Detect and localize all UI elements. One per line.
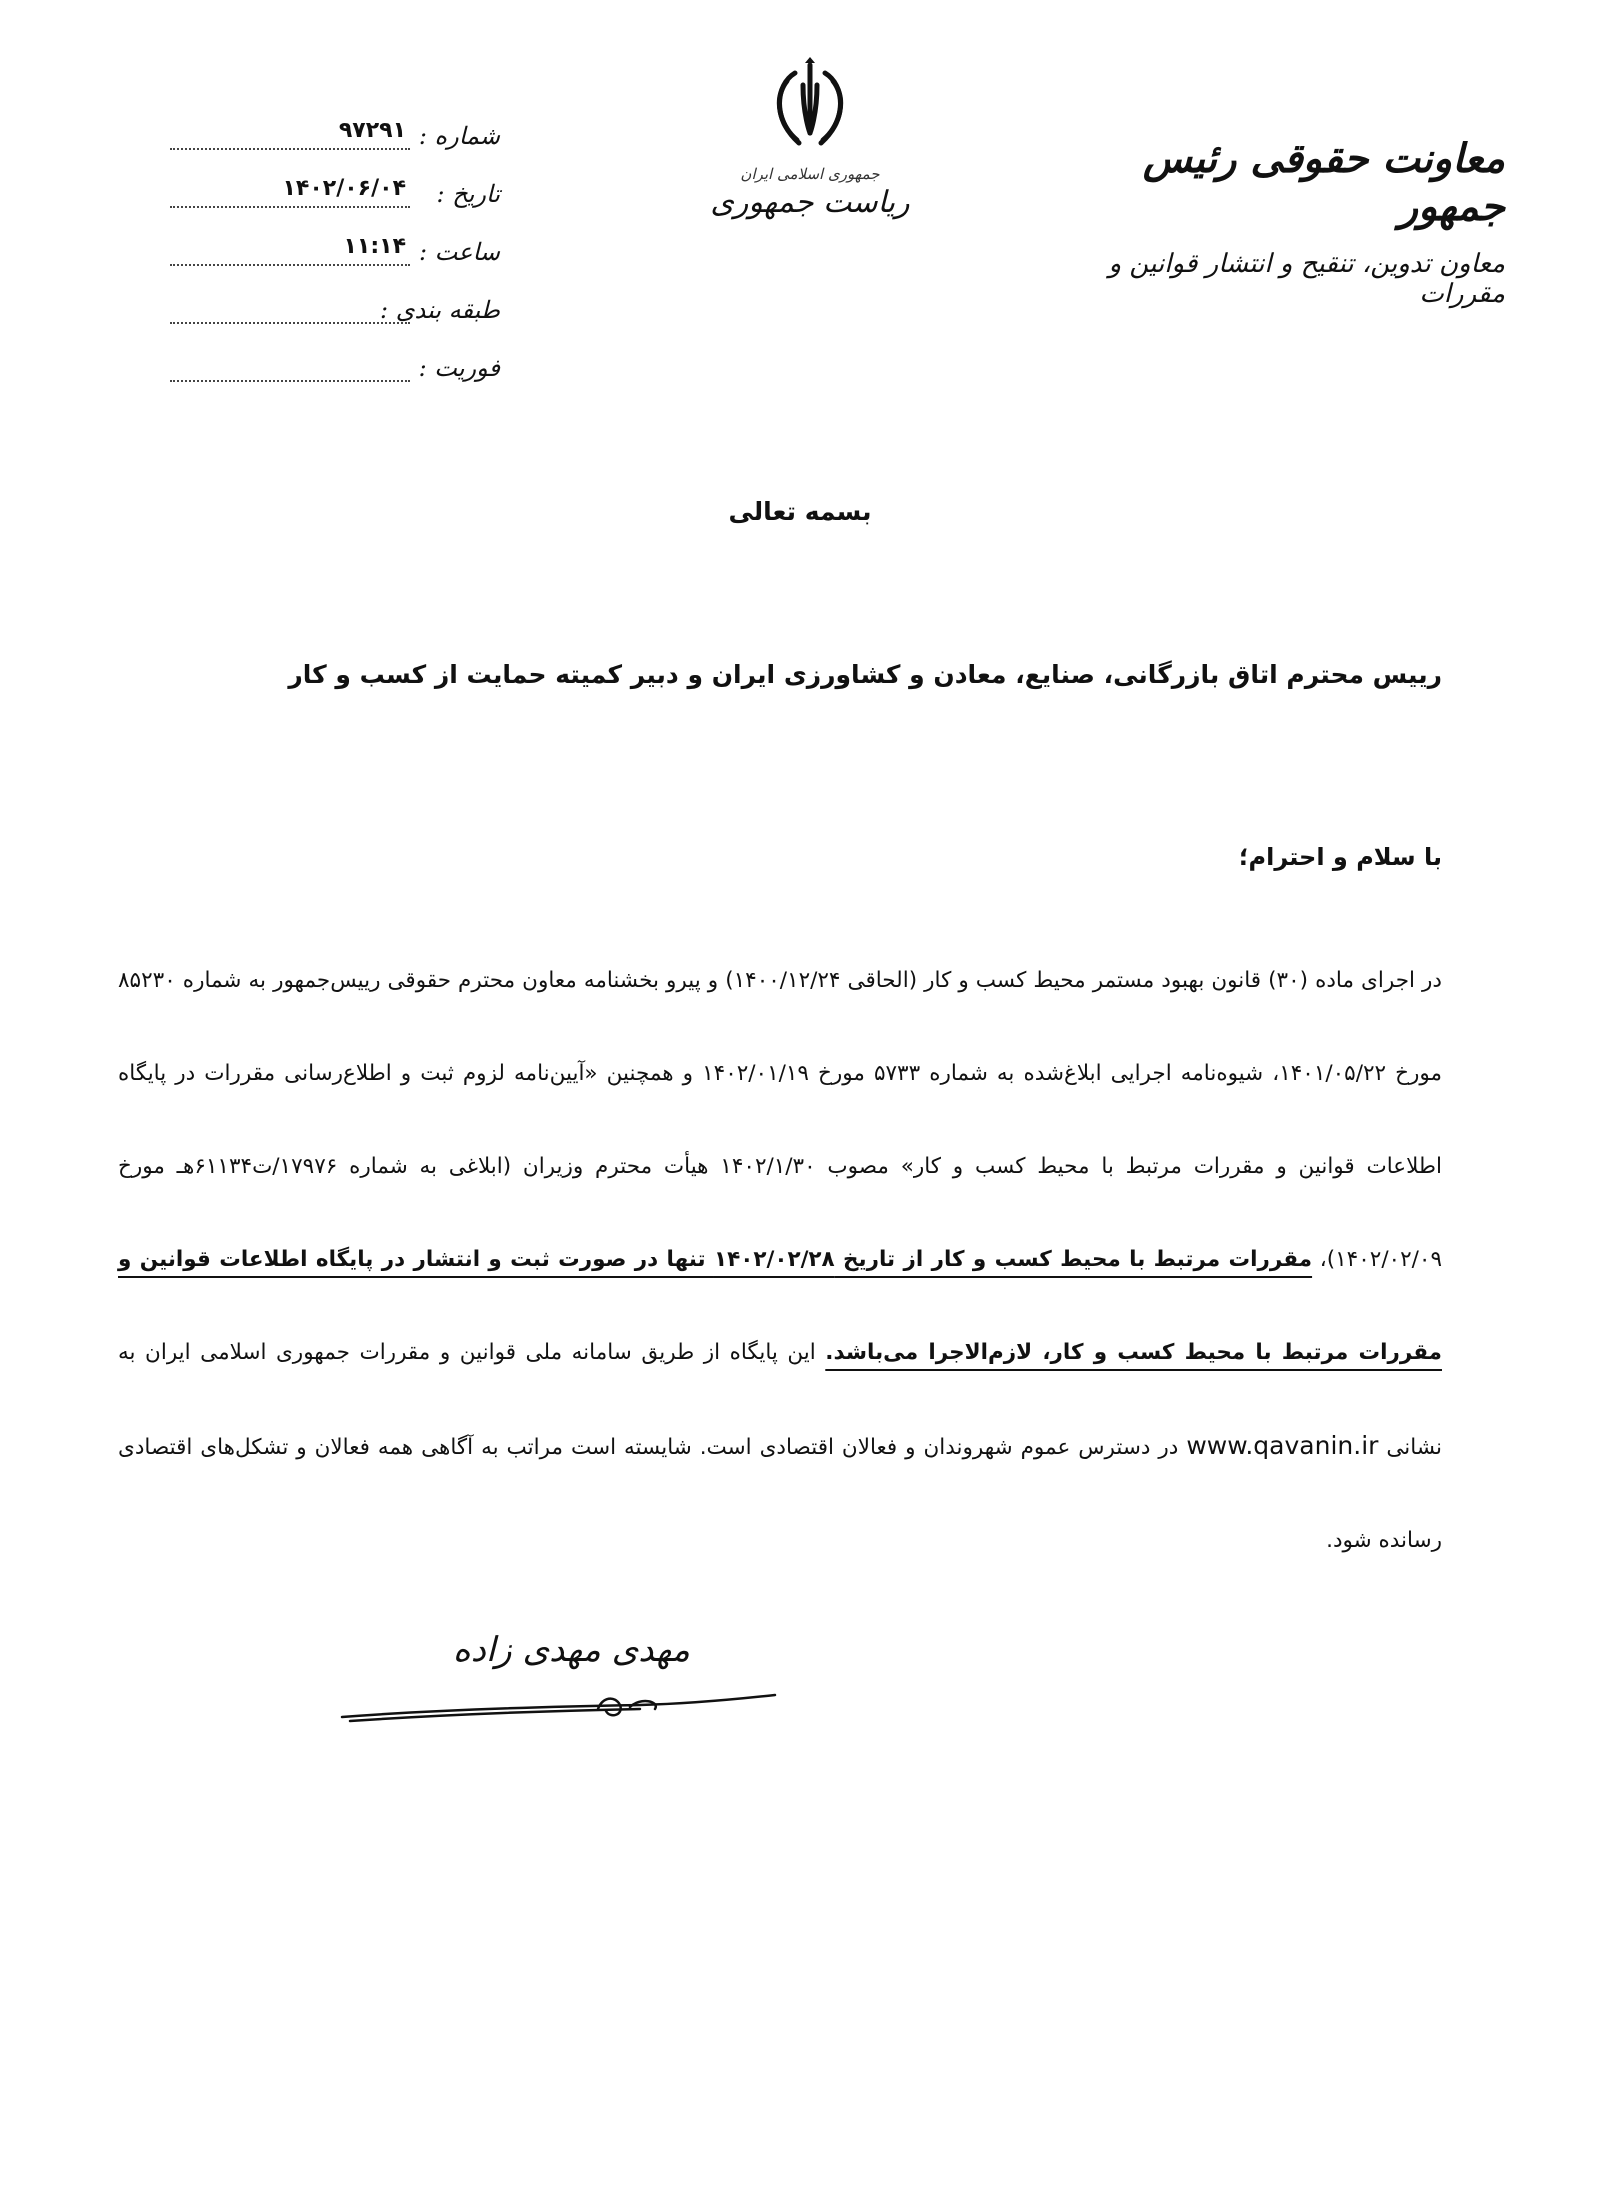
meta-number-label: شماره :: [418, 122, 500, 150]
meta-dotted-line: [170, 206, 410, 208]
meta-number-row: [170, 118, 500, 176]
signature-block: [340, 1630, 780, 1740]
meta-dotted-line: [170, 380, 410, 382]
meta-dotted-line: [170, 264, 410, 266]
body-text-part2: این پایگاه از طریق سامانه ملی قوانین و مقررات جمهوری اسلامی ایران به نشانی: [118, 1340, 1442, 1460]
letter-metadata: [170, 118, 500, 408]
meta-urgency-label: فوریت :: [418, 354, 500, 382]
meta-dotted-line: [170, 322, 410, 324]
meta-dotted-line: [170, 148, 410, 150]
meta-urgency-row: [170, 350, 500, 408]
signature-scribble-icon: [340, 1675, 780, 1735]
organization-subtitle: معاون تدوین، تنقیح و انتشار قوانین و مقررات: [1108, 249, 1505, 309]
meta-classification-label: طبقه بندی :: [380, 296, 500, 324]
invocation-heading: بسمه تعالی: [728, 497, 872, 526]
signatory-name: مهدی مهدی زاده: [452, 1630, 690, 1670]
emblem-caption-presidency: ریاست جمهوری: [710, 185, 910, 220]
emblem-block: [690, 55, 930, 220]
emblem-caption-country: جمهوری اسلامی ایران: [740, 165, 880, 183]
greeting: با سلام و احترام؛: [1238, 843, 1442, 871]
website-url: www.qavanin.ir: [1186, 1431, 1379, 1460]
meta-date-value: ۱۴۰۲/۰۶/۰۴: [282, 176, 406, 201]
meta-classification-row: [170, 292, 500, 350]
meta-number-value: ۹۷۲۹۱: [338, 118, 406, 143]
organization-title: معاونت حقوقی رئیس جمهور: [1142, 135, 1505, 230]
meta-time-row: [170, 234, 500, 292]
body-highlighted-statement: مقررات مرتبط با محیط کسب و کار از تاریخ ۱۴۰۲/۰۲/۲۸ تنها در صورت ثبت و انتشار در پایگاه اطلاعات قوانین و مقررات مرتبط با محیط کسب و کار، لازم‌الاجرا می‌باشد.: [118, 1247, 1442, 1365]
meta-time-label: ساعت :: [418, 238, 500, 266]
recipient-line: رییس محترم اتاق بازرگانی، صنایع، معادن و کشاورزی ایران و دبیر کمیته حمایت از کسب و کار: [288, 660, 1442, 689]
organization-header: [1045, 135, 1505, 309]
letter-body: [118, 934, 1442, 1587]
body-text-part1: در اجرای ماده (۳۰) قانون بهبود مستمر محیط کسب و کار (الحاقی ۱۴۰۰/۱۲/۲۴) و پیرو بخشنامه معاون محترم حقوقی رییس‌جمهور به شماره ۸۵۲۳۰ مورخ ۱۴۰۱/۰۵/۲۲، شیوه‌نامه اجرایی ابلاغ‌شده به شماره ۵۷۳۳ مورخ ۱۴۰۲/۰۱/۱۹ و همچنین «آیین‌نامه لزوم ثبت و اطلاع‌رسانی مقررات در پایگاه اطلاعات قوانین و مقررات مرتبط با محیط کسب و کار» مصوب ۱۴۰۲/۱/۳۰ هیأت محترم وزیران (ابلاغی به شماره ۱۷۹۷۶/ت۶۱۱۳۴هـ مورخ ۱۴۰۲/۰۲/۰۹)،: [118, 968, 1442, 1272]
meta-date-label: تاریخ :: [436, 180, 500, 208]
meta-date-row: [170, 176, 500, 234]
iran-emblem-icon: [765, 55, 855, 155]
meta-time-value: ۱۱:۱۴: [343, 234, 406, 259]
body-text-part3: در دسترس عموم شهروندان و فعالان اقتصادی است. شایسته است مراتب به آگاهی همه فعالان و تشکل‌های اقتصادی رسانده شود.: [118, 1435, 1442, 1553]
